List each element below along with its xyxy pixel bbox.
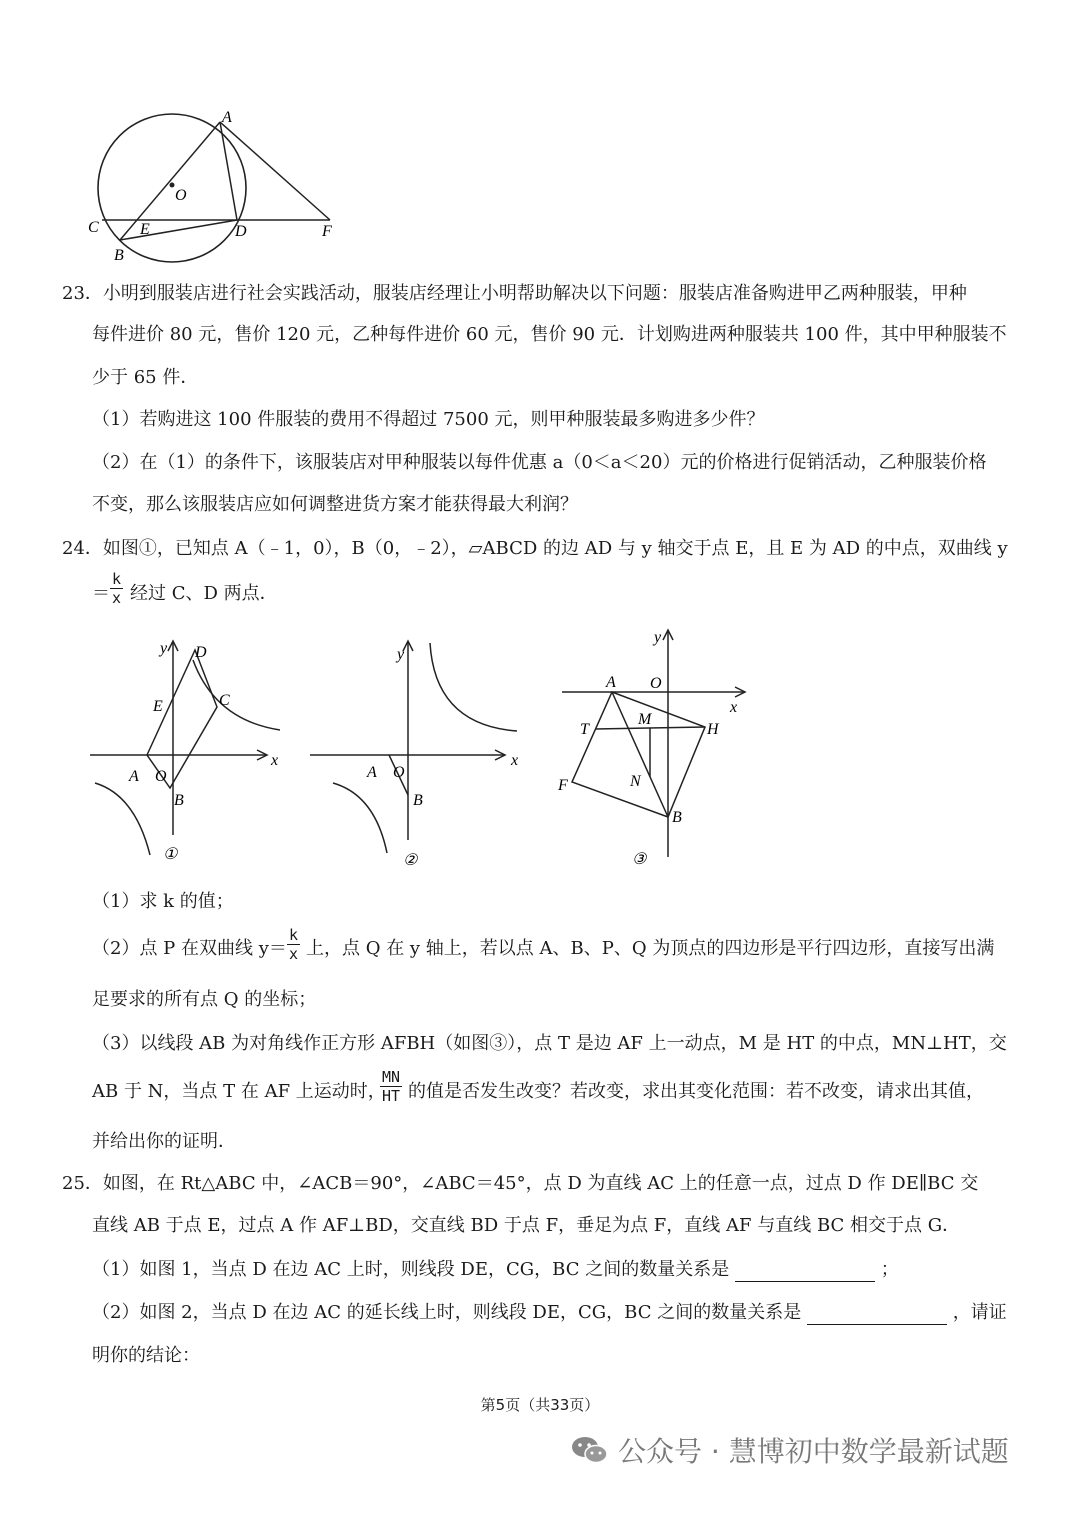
- figure-2: [305, 635, 530, 870]
- label-B: B: [114, 247, 124, 264]
- label-A: A: [222, 109, 232, 126]
- fraction-numerator: k: [289, 926, 299, 944]
- fig1-E-label: E: [153, 698, 163, 715]
- q24-part3b-post: 的值是否发生改变？若改变，求出其变化范围：若不改变，请求出其值，: [408, 1081, 984, 1102]
- fig3-N-label: N: [630, 773, 641, 790]
- q24-part1: （1）求 k 的值；: [92, 891, 234, 912]
- fig2-B-label: B: [413, 792, 423, 809]
- fig1-C-label: C: [219, 692, 230, 709]
- q24-part3a: （3）以线段 AB 为对角线作正方形 AFBH（如图③），点 T 是边 AF 上一动点，M 是 HT 的中点，MN⊥HT，交: [92, 1033, 1007, 1054]
- fig3-H-label: H: [707, 721, 719, 738]
- fig3-caption: ③: [632, 851, 647, 868]
- q24-part2-fraction: [287, 926, 300, 963]
- q24-line2-pre: ＝: [92, 583, 110, 604]
- figure-1: [85, 635, 295, 870]
- fig3-A-label: A: [606, 674, 616, 691]
- label-D: D: [235, 223, 247, 240]
- fig2-y-label: y: [397, 646, 405, 663]
- q24-part3c: 并给出你的证明．: [92, 1131, 236, 1152]
- q23-part2b: 不变，那么该服装店应如何调整进货方案才能获得最大利润？: [92, 494, 578, 515]
- fig3-y-label: y: [654, 629, 662, 646]
- fig1-B-label: B: [174, 792, 184, 809]
- q23-line2: 每件进价 80 元，售价 120 元，乙种每件进价 60 元，售价 90 元．计划购进两种服装共 100 件，其中甲种服装不: [92, 324, 1007, 345]
- q25-line1: 25．如图，在 Rt△ABC 中，∠ACB＝90°，∠ABC＝45°，点 D 为直线 AC 上的任意一点，过点 D 作 DE∥BC 交: [62, 1173, 979, 1194]
- q24-part3-fraction: [380, 1068, 402, 1105]
- fig1-x-label: x: [271, 752, 279, 769]
- fig1-y-label: y: [160, 640, 168, 657]
- q23-part2a: （2）在（1）的条件下，该服装店对甲种服装以每件优惠 a（0＜a＜20）元的价格进行促销活动，乙种服装价格: [92, 452, 987, 473]
- fig3-F-label: F: [558, 777, 568, 794]
- q25-part1-text: （1）如图 1，当点 D 在边 AC 上时，则线段 DE，CG，BC 之间的数量关系是: [92, 1259, 730, 1280]
- fraction-numerator: MN: [382, 1068, 401, 1086]
- q25-part2-text: （2）如图 2，当点 D 在边 AC 的延长线上时，则线段 DE，CG，BC 之间的数量关系是: [92, 1302, 802, 1323]
- q23-part1: （1）若购进这 100 件服装的费用不得超过 7500 元，则甲种服装最多购进多少件？: [92, 409, 765, 430]
- q25-part1-answer-blank[interactable]: [735, 1263, 875, 1282]
- label-O: O: [175, 187, 187, 204]
- fraction-numerator: k: [112, 570, 122, 588]
- fig3-M-label: M: [638, 711, 652, 728]
- watermark: [570, 1430, 1009, 1470]
- fraction-denominator: x: [112, 589, 122, 607]
- fig3-T-label: T: [580, 721, 589, 738]
- q24-part3b-pre: AB 于 N，当点 T 在 AF 上运动时，: [92, 1081, 386, 1102]
- fig1-O-label: O: [155, 768, 167, 785]
- q24-part2b: 足要求的所有点 Q 的坐标；: [92, 989, 317, 1010]
- fig1-D-label: D: [195, 644, 207, 661]
- q24-line2-post: 经过 C、D 两点．: [130, 583, 278, 604]
- fig2-x-label: x: [511, 752, 519, 769]
- q25-part2-answer-blank[interactable]: [807, 1306, 947, 1325]
- q24-line1: 24．如图①，已知点 A（﹣1，0），B（0，﹣2），▱ABCD 的边 AD 与 y 轴交于点 E，且 E 为 AD 的中点，双曲线 y: [62, 538, 1008, 559]
- q25-part1: [92, 1258, 899, 1282]
- wechat-icon: [570, 1434, 610, 1466]
- fig2-A-label: A: [367, 764, 377, 781]
- q25-part2-end: ，请证: [952, 1302, 1007, 1323]
- figure-3: [550, 622, 760, 872]
- q24-part2-post: 上，点 Q 在 y 轴上，若以点 A、B、P、Q 为顶点的四边形是平行四边形，直接写出满: [306, 938, 995, 959]
- watermark-text: 公众号 · 慧博初中数学最新试题: [618, 1435, 1009, 1468]
- fraction-denominator: x: [289, 945, 299, 963]
- label-E: E: [140, 221, 150, 238]
- label-C: C: [88, 219, 99, 236]
- q23-line1: 23．小明到服装店进行社会实践活动，服装店经理让小明帮助解决以下问题：服装店准备购进甲乙两种服装，甲种: [62, 283, 967, 304]
- q25-part1-end: ；: [880, 1259, 899, 1280]
- fig1-A-label: A: [129, 768, 139, 785]
- fig3-B-label: B: [672, 809, 682, 826]
- q25-line2: 直线 AB 于点 E，过点 A 作 AF⊥BD，交直线 BD 于点 F，垂足为点 F，直线 AF 与直线 BC 相交于点 G．: [92, 1215, 961, 1236]
- q23-line3: 少于 65 件．: [92, 367, 199, 388]
- q25-part2: [92, 1301, 1007, 1325]
- fig3-x-label: x: [730, 699, 738, 716]
- q24-part2-pre: （2）点 P 在双曲线 y＝: [92, 938, 287, 959]
- fraction-denominator: HT: [382, 1087, 401, 1105]
- label-F: F: [322, 223, 332, 240]
- q25-part2b: 明你的结论：: [92, 1345, 200, 1366]
- circle-tangent-figure: [80, 100, 350, 270]
- fig2-caption: ②: [403, 852, 418, 869]
- fig3-O-label: O: [650, 675, 662, 692]
- q24-fraction-k-over-x: [110, 570, 123, 607]
- fig2-O-label: O: [393, 764, 405, 781]
- page-footer: 第5页（共33页）: [480, 1396, 600, 1414]
- fig1-caption: ①: [163, 846, 178, 863]
